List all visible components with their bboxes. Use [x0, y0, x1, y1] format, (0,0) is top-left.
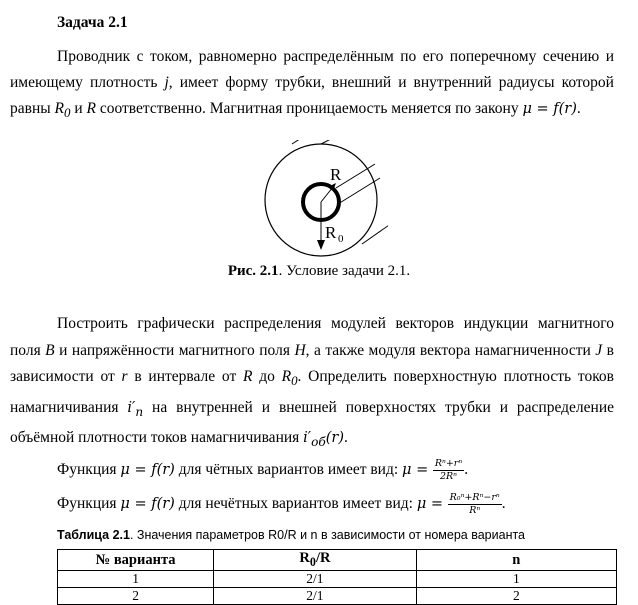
header-variant: № варианта: [58, 550, 214, 571]
figure-caption: Рис. 2.1. Условие задачи 2.1.: [227, 263, 411, 279]
cell-n: 1: [416, 570, 616, 587]
volume-current-symbol: $i'_{об}(r)$: [303, 429, 345, 449]
outer-radius-arrowhead: [317, 240, 325, 250]
task-heading: Задача 2.1: [57, 14, 128, 31]
table-row: [58, 570, 617, 587]
variants-table: [57, 549, 617, 605]
hatch-line: [292, 140, 326, 144]
header-ratio: $R_0/R$: [214, 550, 417, 571]
cell-variant: 1: [58, 570, 214, 587]
even-variant-function: Функция μ = f(r) для чётных вариантов имеет вид: μ = $\frac{\text{Rⁿ+rⁿ}}{\text{2Rⁿ}}$ .: [57, 458, 469, 482]
even-formula-fraction: $\frac{\text{Rⁿ+rⁿ}}{\text{2Rⁿ}}$: [434, 458, 463, 482]
cell-ratio: 2/1: [214, 570, 417, 587]
label-R: R: [330, 165, 342, 184]
hatch-line: [321, 140, 388, 144]
header-n: n: [416, 550, 616, 571]
odd-variant-function: Функция μ = f(r) для нечётных вариантов имеет вид: μ = $\frac{\text{R₀ⁿ+Rⁿ−rⁿ}}{\text{Rⁿ}}$ .: [57, 492, 506, 516]
table-caption: Таблица 2.1. Значения параметров R0/R и n в зависимости от номера варианта: [57, 528, 526, 542]
permeability-law: μ = f(r): [522, 101, 577, 117]
table-row: [58, 587, 617, 604]
hatch-line: [362, 216, 388, 244]
hatch-line: [338, 178, 380, 204]
task-assignment: Построить графически распределения модулей векторов индукции магнитного поля B и напряжённости магнитного поля H, а также модуля вектора намагниченности J в зависимости от r в интервале от R до $R_0$. Определить поверхностную плотность токов намагничивания $i'_п$ на внутренней и внешней поверхностях трубки и распределение объёмной плотности токов намагничивания $i'_{об}(r)$.: [10, 315, 615, 449]
cell-ratio: 2/1: [214, 587, 417, 604]
table-header-row: [58, 550, 617, 571]
cell-n: 2: [416, 587, 616, 604]
label-R0-subscript: 0: [338, 233, 344, 245]
cell-variant: 2: [58, 587, 214, 604]
surface-current-symbol: $i'_п$: [127, 399, 144, 419]
label-R0: R: [325, 223, 337, 242]
task-description: Проводник с током, равномерно распределённым по его поперечному сечению и имеющему плотность j, имеет форму трубки, внешний и внутренний радиусы которой равны $R_0$ и R соответственно. Магнитная проницаемость меняется по закону μ = f(r).: [10, 48, 614, 121]
odd-formula-fraction: $\frac{\text{R₀ⁿ+Rⁿ−rⁿ}}{\text{Rⁿ}}$: [449, 492, 500, 516]
tube-cross-section-figure: [262, 140, 388, 258]
